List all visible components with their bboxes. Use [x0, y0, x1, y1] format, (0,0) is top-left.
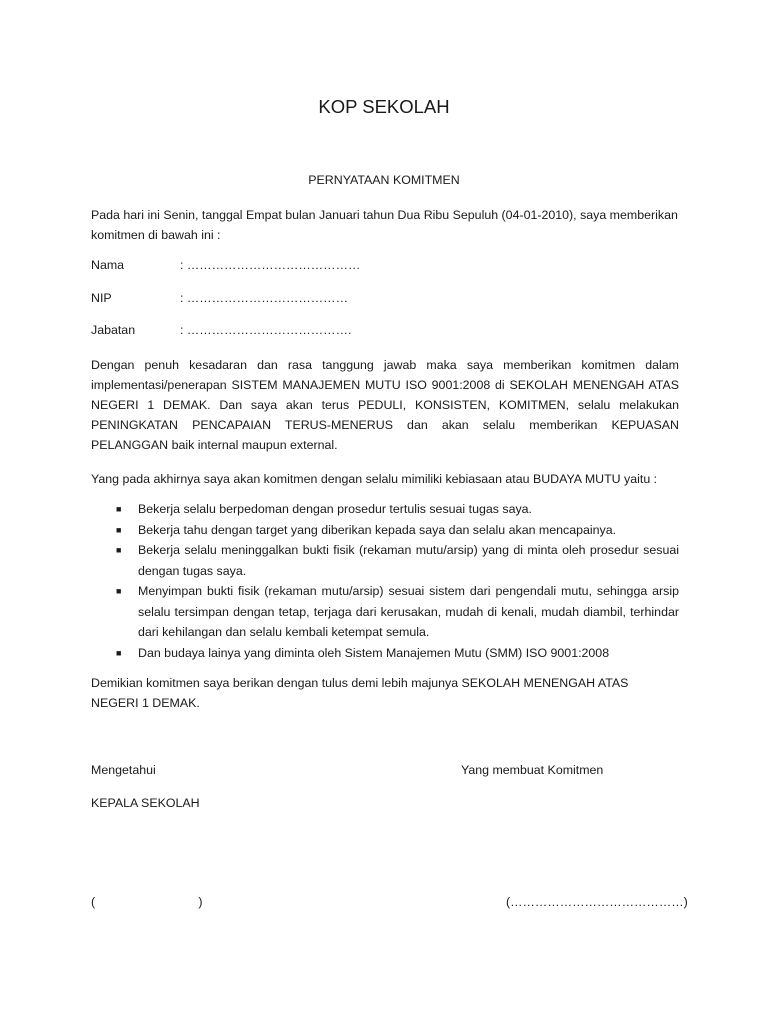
list-item-text: Menyimpan bukti fisik (rekaman mutu/arsip) sesuai sistem dari pengendali mutu, sehingga arsip selalu tersimpan dengan tetap, terjaga dari kerusakan, mudah di kenali, mudah diambil, terhindar dari kehilangan dan selalu kembali ketempat semula.: [138, 584, 679, 639]
field-nama-value: : ……………………………………: [180, 258, 361, 272]
list-item: [91, 520, 679, 541]
field-nip-label: NIP: [91, 291, 112, 305]
list-item-text: Bekerja selalu berpedoman dengan prosedur tertulis sesuai tugas saya.: [138, 502, 532, 516]
field-nip: [91, 291, 491, 309]
culture-paragraph: Yang pada akhirnya saya akan komitmen dengan selalu mimiliki kebiasaan atau BUDAYA MUTU yaitu :: [91, 472, 658, 486]
square-bullet-icon: ■: [116, 586, 122, 596]
list-item-text: Bekerja selalu meninggalkan bukti fisik (rekaman mutu/arsip) yang di minta oleh prosedur sesuai dengan tugas saya.: [138, 543, 679, 578]
principal-name-blank: ( ): [91, 895, 203, 909]
list-item: [91, 499, 679, 520]
signer-label: Yang membuat Komitmen: [461, 763, 604, 777]
list-item: [91, 581, 679, 643]
square-bullet-icon: ■: [116, 504, 122, 514]
field-nama-label: Nama: [91, 258, 125, 272]
square-bullet-icon: ■: [116, 647, 122, 658]
signer-name-blank: (……………………………………): [506, 895, 688, 909]
closing-paragraph: Demikian komitmen saya berikan dengan tulus demi lebih majunya SEKOLAH MENENGAH ATAS NEGERI 1 DEMAK.: [91, 676, 629, 710]
acknowledged-label: Mengetahui: [91, 763, 156, 777]
letterhead: KOP SEKOLAH: [318, 96, 450, 117]
field-nama: [91, 258, 491, 276]
document-title: PERNYATAAN KOMITMEN: [308, 173, 460, 187]
list-item-text: Dan budaya lainya yang diminta oleh Sistem Manajemen Mutu (SMM) ISO 9001:2008: [138, 645, 610, 660]
field-jabatan: [91, 323, 491, 341]
intro-paragraph: Pada hari ini Senin, tanggal Empat bulan Januari tahun Dua Ribu Sepuluh (04-01-2010), saya memberikan komitmen di bawah ini :: [91, 208, 678, 242]
quality-culture-list: [91, 499, 679, 663]
field-jabatan-value: : ………………………………….: [180, 323, 352, 337]
square-bullet-icon: ■: [116, 524, 122, 535]
field-nip-value: : …………………………………: [180, 291, 348, 305]
list-item: [91, 540, 679, 581]
field-jabatan-label: Jabatan: [91, 323, 136, 337]
commitment-paragraph: Dengan penuh kesadaran dan rasa tanggung jawab maka saya memberikan komitmen dalam implementasi/penerapan SISTEM MANAJEMEN MUTU ISO 9001:2008 di SEKOLAH MENENGAH ATAS NEGERI 1 DEMAK. Dan saya akan terus PEDULI, KONSISTEN, KOMITMEN, selalu melakukan PENINGKATAN PENCAPAIAN TERUS-MENERUS dan akan selalu memberikan KEPUASAN PELANGGAN baik internal maupun external.: [91, 358, 679, 452]
principal-role: KEPALA SEKOLAH: [91, 796, 200, 810]
square-bullet-icon: ■: [116, 545, 122, 555]
list-item-text: Bekerja tahu dengan target yang diberikan kepada saya dan selalu akan mencapainya.: [138, 522, 617, 537]
list-item: [91, 643, 679, 664]
